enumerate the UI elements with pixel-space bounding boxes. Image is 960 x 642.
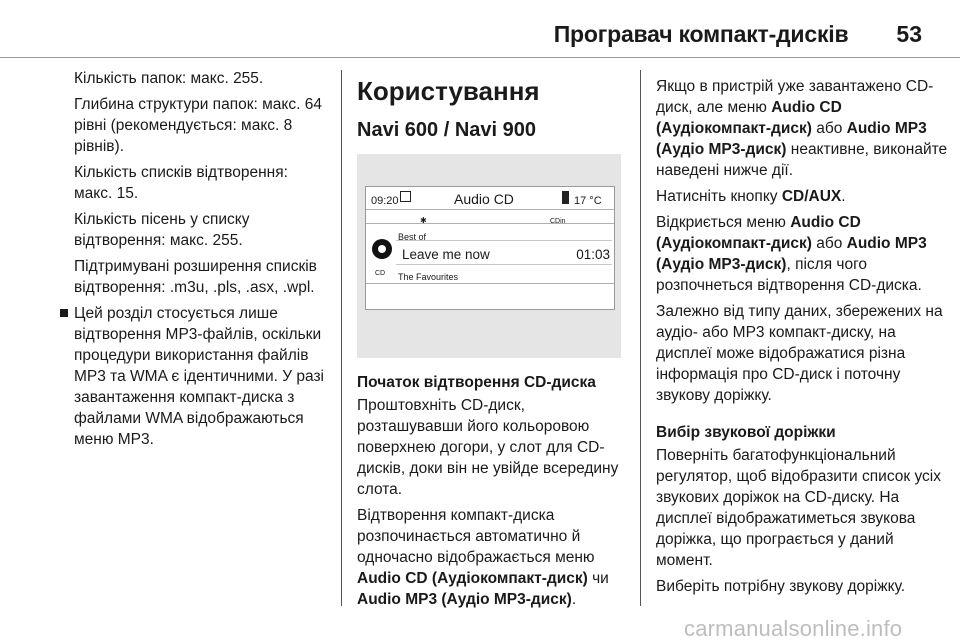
cd-disc-icon <box>372 239 392 259</box>
display-illustration <box>357 154 621 358</box>
insert-cd-text: Проштовхніть CD-диск, розташувавши його кольоровою поверхнею догори, у слот для CD-дисків, доки він не увійде всередину слота. <box>357 397 619 498</box>
artist-name: The Favourites <box>398 272 459 282</box>
press-button-text: Натисніть кнопку CD/AUX. <box>656 188 846 205</box>
phone-icon <box>562 191 569 204</box>
column-divider-1 <box>341 70 342 606</box>
current-track-row <box>396 240 612 265</box>
select-track-text: Виберіть потрібну звукову доріжку. <box>656 578 906 595</box>
column-2 <box>357 76 627 615</box>
bluetooth-icon: ✱ <box>420 216 427 225</box>
page-title: Програвач компакт-дисків <box>553 20 849 47</box>
audio-cd-screen <box>365 186 615 310</box>
auto-playback-text: Відтворення компакт-диска розпочинається автоматично й одночасно відображається меню Audio CD (Аудіокомпакт-диск) чи Audio MP3 (Аудіо MP3-диск). <box>357 507 609 608</box>
watermark: carmanualsonline.info <box>684 616 903 641</box>
screen-title: Audio CD <box>454 191 514 207</box>
mp3-note-bullet: Цей розділ стосується лише відтворення MP3-файлів, оскільки процедури використання файлів MP3 та WMA є ідентичними. У разі завантаження компакт-диска з файлами WMA відображаються меню MP3. <box>58 303 330 450</box>
album-name: Best of <box>398 232 427 242</box>
section-subheading: Navi 600 / Navi 900 <box>357 119 537 141</box>
track-title: Leave me now <box>402 247 490 262</box>
cd-in-indicator: CDin <box>550 218 566 225</box>
songs-per-playlist-text: Кількість пісень у списку відтворення: макс. 255. <box>74 211 250 249</box>
playlist-extensions-text: Підтримувані розширення списків відтворення: .m3u, .pls, .asx, .wpl. <box>74 258 317 296</box>
playlists-count-text: Кількість списків відтворення: макс. 15. <box>74 164 288 202</box>
screen-status-icon <box>400 191 411 202</box>
screen-divider <box>366 283 614 284</box>
folders-count-text: Кількість папок: макс. 255. <box>74 70 264 87</box>
screen-time: 09:20 <box>371 195 399 207</box>
screen-top-bar <box>366 187 614 210</box>
track-select-title: Вибір звукової доріжки <box>656 424 836 441</box>
cd-label: CD <box>375 270 386 277</box>
page-number: 53 <box>896 20 922 47</box>
inactive-menu-text: Якщо в пристрій уже завантажено CD-диск, але меню Audio CD (Аудіокомпакт-диск) або Audio MP3 (Аудіо MP3-диск) неактивне, виконайте наведені нижче дії. <box>656 78 948 179</box>
screen-status-row <box>366 209 614 224</box>
section-heading: Користування <box>357 76 540 106</box>
folder-depth-text: Глибина структури папок: макс. 64 рівні (рекомендується: макс. 8 рівнів). <box>74 96 322 155</box>
display-info-text: Залежно від типу даних, збережених на аудіо- або MP3 компакт-диску, на дисплеї може відображатися різна інформація про CD-диск і поточну звукову доріжку. <box>656 303 943 404</box>
start-playback-title: Початок відтворення CD-диска <box>357 374 596 391</box>
column-3 <box>656 76 948 602</box>
rotate-knob-text: Поверніть багатофункціональний регулятор, щоб відобразити список усіх звукових доріжок на CD-диску. На дисплеї відображатиметься звукова доріжка, що програється у даний момент. <box>656 447 941 569</box>
track-time: 01:03 <box>576 247 610 262</box>
screen-temperature: 17 °C <box>574 195 602 207</box>
header-rule <box>0 57 960 58</box>
column-1 <box>58 68 330 455</box>
menu-opens-text: Відкриється меню Audio CD (Аудіокомпакт-диск) або Audio MP3 (Аудіо MP3-диск), після чого розпочнеться відтворення CD-диска. <box>656 214 927 294</box>
column-divider-2 <box>640 70 641 606</box>
page-header <box>554 14 922 54</box>
